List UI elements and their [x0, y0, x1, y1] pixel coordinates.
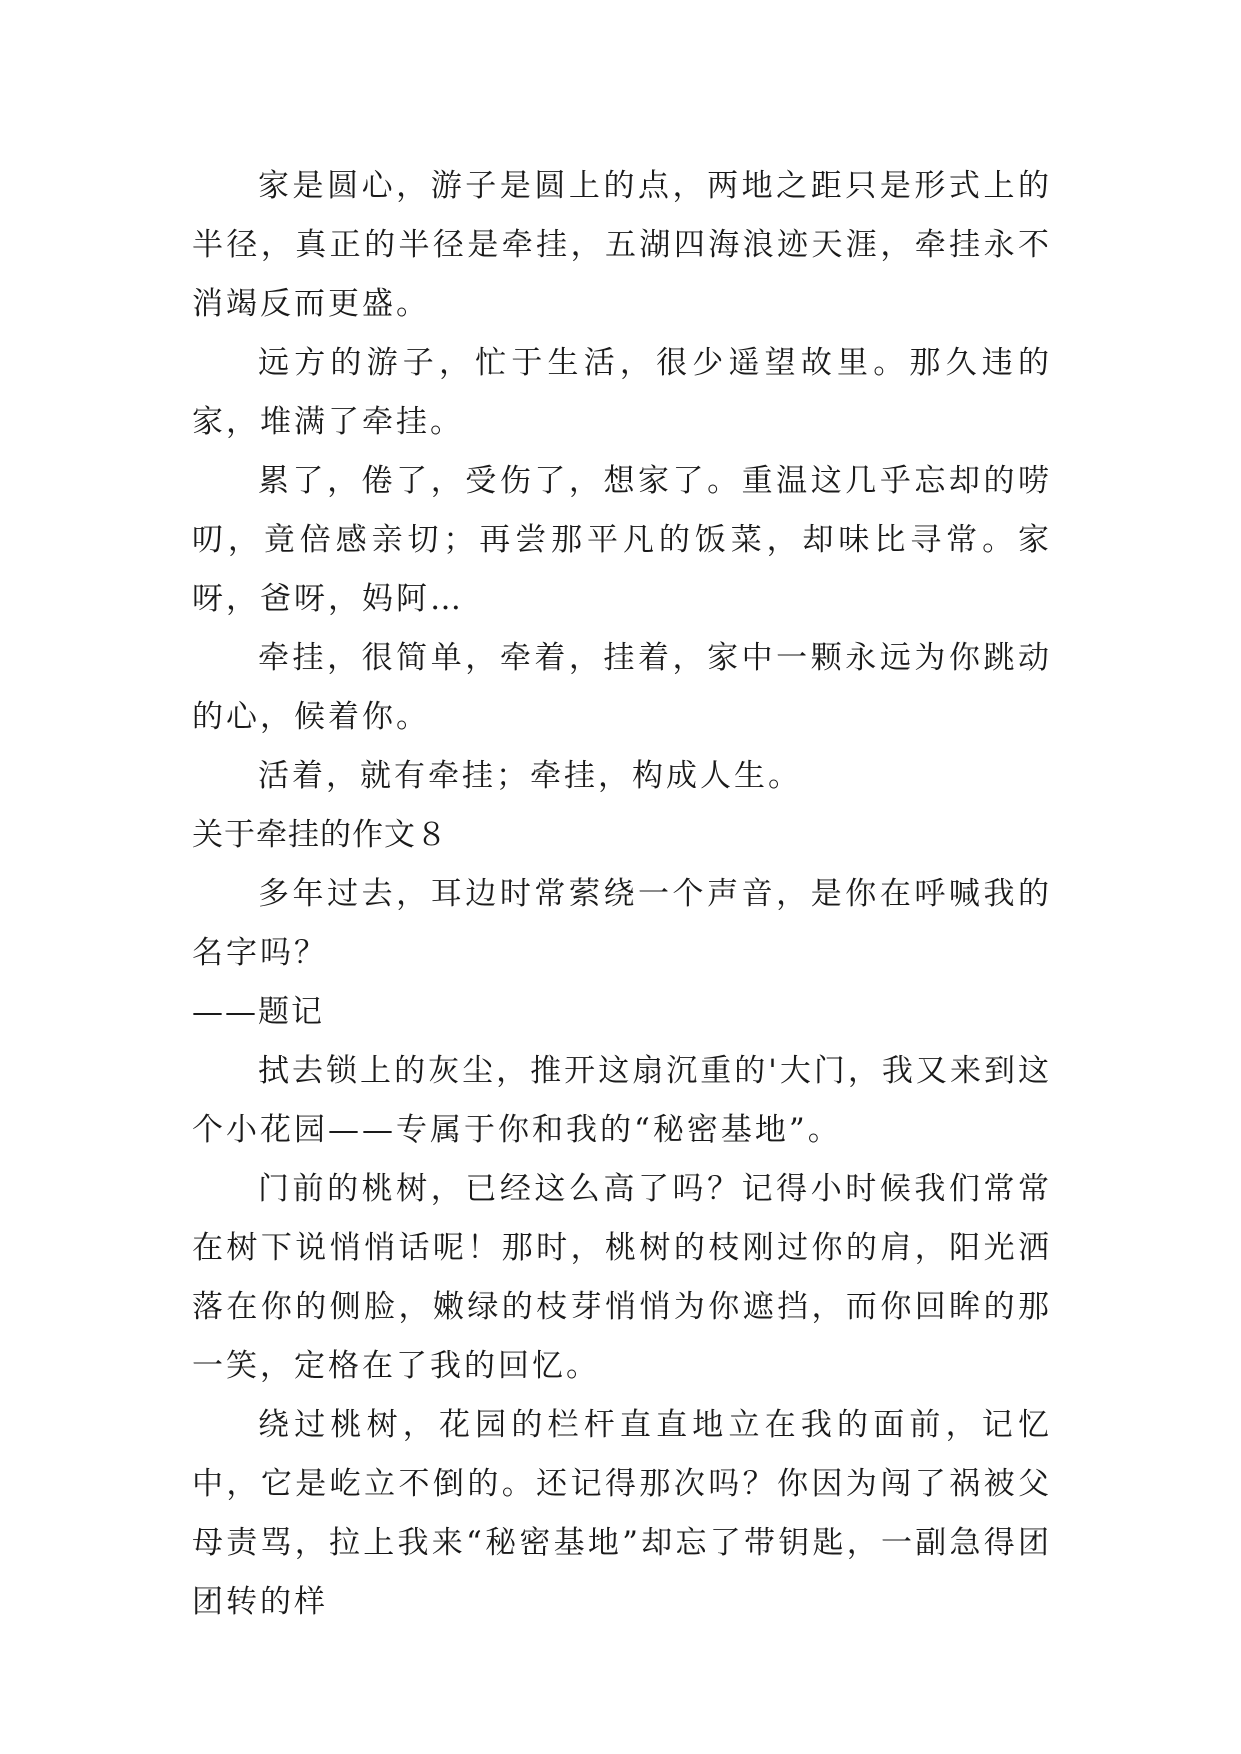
paragraph: 绕过桃树，花园的栏杆直直地立在我的面前，记忆中，它是屹立不倒的。还记得那次吗？你因为闯了祸被父母责骂，拉上我来“秘密基地”却忘了带钥匙，一副急得团团转的样: [192, 1407, 1052, 1620]
paragraph: 累了，倦了，受伤了，想家了。重温这几乎忘却的唠叨，竟倍感亲切；再尝那平凡的饭菜，却味比寻常。家呀，爸呀，妈阿…: [192, 463, 1052, 617]
paragraph: 多年过去，耳边时常萦绕一个声音，是你在呼喊我的名字吗？: [192, 876, 1052, 971]
paragraph: 远方的游子，忙于生活，很少遥望故里。那久违的家，堆满了牵挂。: [192, 345, 1052, 440]
inscription: ——题记: [192, 994, 324, 1030]
paragraph: 门前的桃树，已经这么高了吗？记得小时候我们常常在树下说悄悄话呢！那时，桃树的枝刚过你的肩，阳光洒落在你的侧脸，嫩绿的枝芽悄悄为你遮挡，而你回眸的那一笑，定格在了我的回忆。: [192, 1171, 1052, 1384]
section-heading: 关于牵挂的作文８: [192, 817, 448, 853]
paragraph: 拭去锁上的灰尘，推开这扇沉重的'大门，我又来到这个小花园——专属于你和我的“秘密基地”。: [192, 1053, 1052, 1148]
paragraph: 牵挂，很简单，牵着，挂着，家中一颗永远为你跳动的心，候着你。: [192, 640, 1052, 735]
paragraph: 活着，就有牵挂；牵挂，构成人生。: [258, 758, 802, 794]
paragraph: 家是圆心，游子是圆上的点，两地之距只是形式上的半径，真正的半径是牵挂，五湖四海浪迹天涯，牵挂永不消竭反而更盛。: [192, 168, 1052, 322]
document-body: [192, 157, 1052, 1632]
